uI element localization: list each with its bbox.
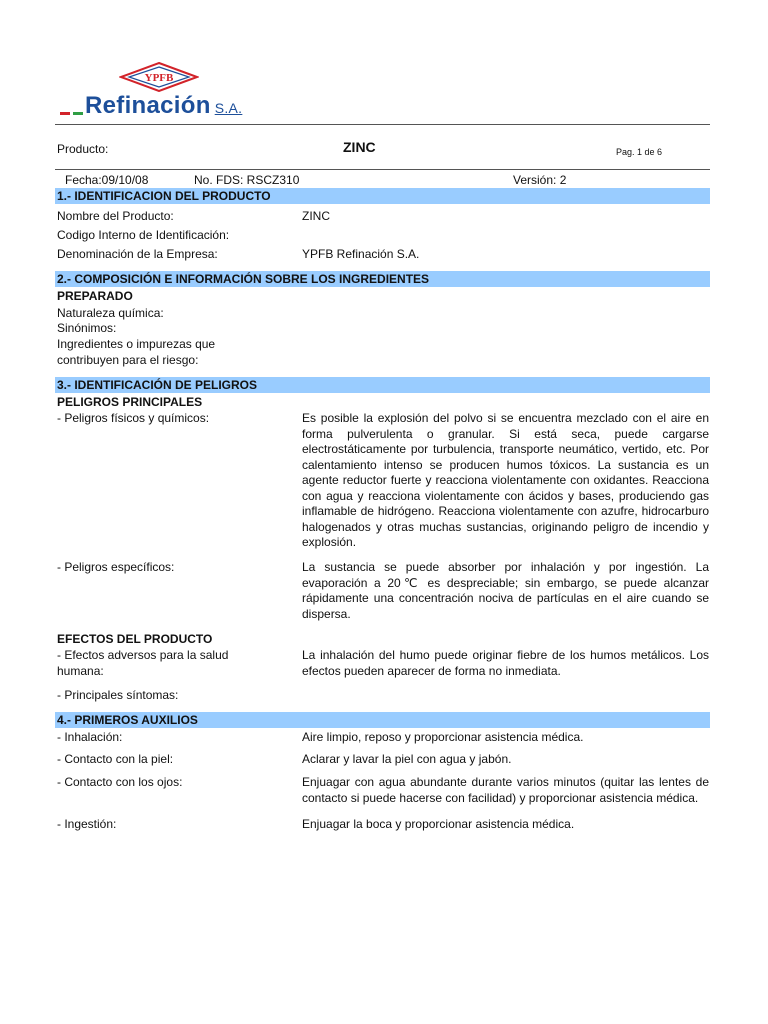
piel-label: - Contacto con la piel: <box>57 752 174 766</box>
list-item: Ingredientes o impurezas que contribuyen para el riesgo: <box>57 337 216 367</box>
row-value: YPFB Refinación S.A. <box>302 247 420 261</box>
logo-red-bar <box>60 112 70 115</box>
efectos-value: La inhalación del humo puede originar fiebre de los humos metálicos. Los efectos pueden aparecer de forma no inmediata. <box>302 648 709 678</box>
section-2-title: 2.- COMPOSICIÓN E INFORMACIÓN SOBRE LOS INGREDIENTES <box>55 271 710 287</box>
ojos-value: Enjuagar con agua abundante durante varios minutos (quitar las lentes de contacto si puede hacerse con facilidad) y proporcionar asistencia médica. <box>302 775 709 805</box>
ingestion-label: - Ingestión: <box>57 817 117 831</box>
page-number: Pag. 1 de 6 <box>616 147 663 157</box>
logo-wordmark <box>85 92 242 120</box>
fecha: Fecha:09/10/08 <box>65 173 149 187</box>
logo-green-bar <box>73 112 83 115</box>
ingestion-value: Enjuagar la boca y proporcionar asistencia médica. <box>302 817 575 831</box>
header-rule-top <box>55 124 710 125</box>
row-label: Codigo Interno de Identificación: <box>57 228 230 242</box>
row-value: ZINC <box>302 209 330 223</box>
efectos-label: - Efectos adversos para la salud humana: <box>57 648 229 678</box>
ojos-label: - Contacto con los ojos: <box>57 775 183 789</box>
efectos-title: EFECTOS DEL PRODUCTO <box>57 632 213 646</box>
list-item: Naturaleza química: <box>57 306 164 320</box>
peligros-especificos-value: La sustancia se puede absorber por inhalación y por ingestión. La evaporación a 20℃ es despreciable; sin embargo, se puede alcanzar rápidamente una concentración nociva de partículas en el aire cuando se dispersa. <box>302 560 709 621</box>
sintomas-label: - Principales síntomas: <box>57 688 179 702</box>
section-2-subtitle: PREPARADO <box>57 289 133 303</box>
version: Versión: 2 <box>513 173 567 187</box>
peligros-especificos-label: - Peligros específicos: <box>57 560 175 574</box>
section-4-title: 4.- PRIMEROS AUXILIOS <box>55 712 710 728</box>
company-logo <box>55 62 245 122</box>
piel-value: Aclarar y lavar la piel con agua y jabón. <box>302 752 512 766</box>
row-label: Denominación de la Empresa: <box>57 247 218 261</box>
logo-name: Refinación <box>85 92 211 119</box>
badge-text: YPFB <box>144 72 174 84</box>
list-item: Sinónimos: <box>57 321 117 335</box>
inhalacion-label: - Inhalación: <box>57 730 123 744</box>
ypfb-badge-icon <box>119 62 199 92</box>
section-1-title: 1.- IDENTIFICACION DEL PRODUCTO <box>55 188 710 204</box>
section-3-title: 3.- IDENTIFICACIÓN DE PELIGROS <box>55 377 710 393</box>
peligros-fisicos-label: - Peligros físicos y químicos: <box>57 411 210 425</box>
fds-number: No. FDS: RSCZ310 <box>194 173 300 187</box>
inhalacion-value: Aire limpio, reposo y proporcionar asistencia médica. <box>302 730 584 744</box>
header-rule-bottom <box>55 169 710 170</box>
producto-value: ZINC <box>343 139 376 155</box>
peligros-fisicos-value: Es posible la explosión del polvo si se encuentra mezclado con el aire en forma pulverulenta o granular. Si está seca, puede cargarse electrostáticamente por turbulencia, transporte neumático, vertido, etc. Por calentamiento intenso se producen humos tóxicos. La sustancia es un agente reductor fuerte y reacciona violentamente con oxidantes. Reacciona con agua y reacciona violentamente con ácidos y bases, produciendo gas inflamable de hidrógeno. Reacciona violentamente con azufre, hidrocarburo halogenados y otras muchas sustancias, originando peligro de incendio y explosión. <box>302 411 709 549</box>
section-3-subtitle: PELIGROS PRINCIPALES <box>57 395 203 409</box>
row-label: Nombre del Producto: <box>57 209 174 223</box>
logo-suffix: S.A. <box>214 100 243 116</box>
producto-label: Producto: <box>57 142 109 156</box>
